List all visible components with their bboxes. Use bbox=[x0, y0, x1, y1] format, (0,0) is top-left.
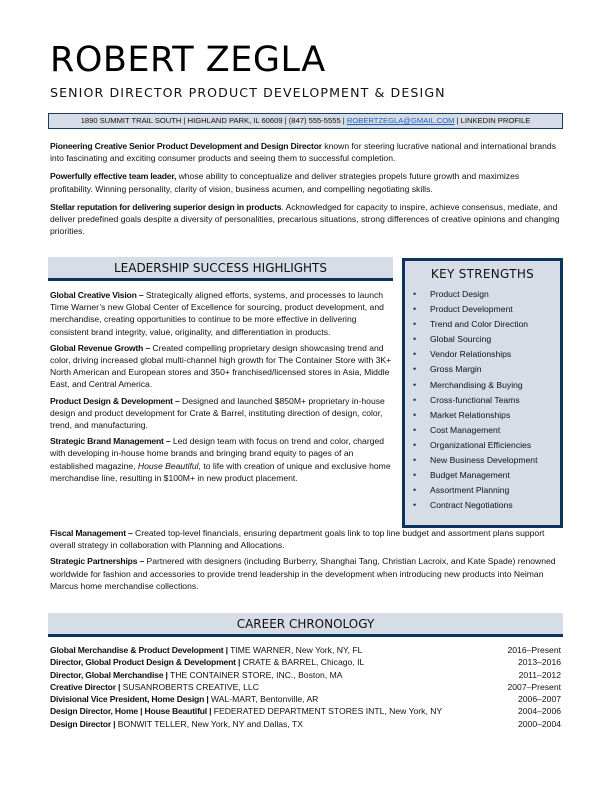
career-company: FEDERATED DEPARTMENT STORES INTL, New York, NY bbox=[211, 706, 443, 717]
career-dates: 2011–2012 bbox=[518, 669, 561, 680]
highlight-title: Global Revenue Growth – bbox=[50, 342, 150, 353]
key-strengths-list bbox=[405, 287, 560, 513]
strength-label: Product Design bbox=[430, 289, 489, 299]
bullet-icon: • bbox=[413, 485, 417, 496]
strength-label: Market Relationships bbox=[430, 409, 511, 420]
contact-address: 1890 SUMMIT TRAIL SOUTH | HIGHLAND PARK, IL 60609 | (847) 555-5555 | bbox=[80, 116, 347, 125]
summary-paragraph bbox=[50, 140, 562, 164]
career-row bbox=[50, 693, 561, 705]
highlight-item bbox=[50, 435, 395, 484]
bullet-icon: • bbox=[413, 319, 417, 330]
key-strengths-box bbox=[402, 258, 563, 528]
career-company: TIME WARNER, New York, NY, FL bbox=[227, 645, 363, 655]
strength-item bbox=[413, 483, 560, 498]
strength-item bbox=[413, 498, 560, 513]
career-role: Creative Director | bbox=[50, 681, 121, 692]
summary-lead: Stellar reputation for delivering superior design in products bbox=[50, 201, 282, 212]
summary-text: whose ability to conceptualize and deliver strategies propels future growth and maximizes profitability. Winning personality, clarity of vision, business acumen, and compelling negotiating skills. bbox=[50, 171, 520, 194]
career-company: BONWIT TELLER, New York, NY and Dallas, TX bbox=[115, 718, 303, 729]
bullet-icon: • bbox=[413, 470, 417, 481]
strength-item bbox=[413, 408, 560, 423]
strength-label: Product Development bbox=[430, 304, 513, 315]
career-company: THE CONTAINER STORE, INC., Boston, MA bbox=[167, 669, 343, 680]
strength-label: Cost Management bbox=[430, 424, 501, 435]
strength-item bbox=[413, 423, 560, 438]
strength-label: Trend and Color Direction bbox=[430, 319, 529, 330]
bullet-icon: • bbox=[413, 439, 417, 450]
career-company: SUSANROBERTS CREATIVE, LLC bbox=[120, 681, 259, 692]
highlight-item bbox=[50, 395, 395, 432]
candidate-name: ROBERT ZEGLA bbox=[50, 40, 326, 80]
highlight-item bbox=[50, 527, 570, 551]
career-chronology bbox=[50, 644, 561, 730]
career-role: Global Merchandise & Product Development | bbox=[50, 645, 228, 655]
bullet-icon: • bbox=[413, 304, 417, 315]
strength-item bbox=[413, 468, 560, 483]
candidate-title: SENIOR DIRECTOR PRODUCT DEVELOPMENT & DESIGN bbox=[50, 85, 446, 100]
highlight-item bbox=[50, 342, 395, 391]
career-role: Design Director, Home | House Beautiful | bbox=[50, 706, 212, 717]
strength-label: Gross Margin bbox=[430, 364, 482, 375]
career-dates: 2013–2016 bbox=[517, 657, 561, 668]
strength-item bbox=[413, 302, 560, 317]
highlight-text: Created top-level financials, ensuring department goals link to top line budget and assortment plans support overall strategy in collaboration with Planning and Allocations. bbox=[50, 528, 545, 551]
strength-item bbox=[413, 287, 560, 302]
career-role: Design Director | bbox=[50, 718, 116, 729]
highlight-text: Partnered with designers (including Burberry, Shanghai Tang, Christian Lacroix, and Kate Spade) renowned worldwide for fashion and accessories to provide trend leadership in the development when introducing new products into Neiman Marcus home merchandise collections. bbox=[50, 556, 556, 591]
highlight-item bbox=[50, 555, 570, 592]
email-link[interactable]: ROBERTZEGLA@GMAIL.COM bbox=[346, 116, 455, 125]
career-row bbox=[50, 644, 561, 656]
highlight-title: Fiscal Management – bbox=[50, 528, 133, 538]
highlight-text: Led design team with focus on trend and color, charged with developing in-house home brands and bringing brand equity to pages of an established magazine, bbox=[50, 436, 385, 471]
strength-item bbox=[413, 317, 560, 332]
career-heading: CAREER CHRONOLOGY bbox=[48, 613, 563, 637]
leadership-heading: LEADERSHIP SUCCESS HIGHLIGHTS bbox=[48, 257, 393, 281]
highlight-text: Designed and launched $850M+ proprietary in-house design and product development for Crate & Barrel, instituting direction of design, color, trend, and manufacturing. bbox=[50, 395, 385, 431]
strength-label: Organizational Efficiencies bbox=[430, 439, 532, 450]
highlight-title: Strategic Partnerships – bbox=[50, 556, 145, 567]
bullet-icon: • bbox=[413, 379, 417, 390]
highlight-title: Product Design & Development – bbox=[50, 395, 180, 406]
strength-item bbox=[413, 362, 560, 377]
bullet-icon: • bbox=[413, 500, 417, 511]
summary-lead: Pioneering Creative Senior Product Development and Design Director bbox=[50, 141, 322, 151]
summary-lead: Powerfully effective team leader, bbox=[50, 171, 177, 182]
bullet-icon: • bbox=[413, 349, 417, 360]
career-role: Divisional Vice President, Home Design | bbox=[50, 694, 209, 705]
strength-label: Contract Negotiations bbox=[430, 500, 513, 511]
magazine-title: House Beautiful, bbox=[137, 460, 201, 471]
highlight-item bbox=[50, 289, 395, 338]
summary-paragraph bbox=[50, 170, 562, 194]
strength-label: Global Sourcing bbox=[430, 334, 492, 345]
bullet-icon: • bbox=[413, 364, 417, 375]
career-row bbox=[50, 718, 561, 730]
linkedin-profile[interactable]: | LINKEDIN PROFILE bbox=[454, 116, 531, 125]
strength-item bbox=[413, 347, 560, 362]
highlight-text: Created compelling proprietary design showcasing trend and color, driving increased global multi-channel high growth for The Container Store with 3K+ North American and European stores and 350+ franchised/licensed stores in Asia, Middle East, and Central America. bbox=[50, 342, 392, 390]
bullet-icon: • bbox=[413, 334, 417, 345]
highlight-title: Strategic Brand Management – bbox=[50, 436, 171, 447]
career-dates: 2006–2007 bbox=[517, 694, 561, 705]
strength-label: Vendor Relationships bbox=[430, 349, 512, 360]
career-row bbox=[50, 705, 561, 717]
highlight-text: Strategically aligned efforts, systems, and processes to launch Time Warner’s new Global Center of Excellence for sourcing, product development, and merchandise, creating opportunities to continue to be more effective in delivering consistent brand integrity, value, originality, and differentiation in products. bbox=[50, 290, 384, 337]
summary-paragraph bbox=[50, 201, 562, 238]
strength-item bbox=[413, 453, 560, 468]
bullet-icon: • bbox=[413, 409, 417, 420]
strength-label: Budget Management bbox=[430, 470, 510, 481]
bullet-icon: • bbox=[413, 455, 417, 466]
strength-item bbox=[413, 378, 560, 393]
career-row bbox=[50, 669, 561, 681]
leadership-highlights-wide bbox=[50, 527, 570, 596]
bullet-icon: • bbox=[413, 289, 417, 299]
strength-label: Merchandising & Buying bbox=[430, 379, 523, 390]
career-dates: 2007–Present bbox=[507, 681, 561, 692]
summary-section bbox=[50, 140, 562, 243]
career-row bbox=[50, 681, 561, 693]
highlight-title: Global Creative Vision – bbox=[50, 290, 144, 300]
highlight-text: to life with creation of unique and exclusive home merchandise line, resulting in $100M+ in new product placement. bbox=[50, 460, 391, 483]
career-dates: 2016–Present bbox=[507, 645, 561, 655]
summary-text: known for steering lucrative national and international brands into fascinating and exciting consumer products and seeing them to successful completion. bbox=[50, 141, 556, 164]
summary-text: . Acknowledged for capacity to inspire, achieve consensus, mediate, and deliver predefined goals despite a diversity of personalities, precarious situations, strong differences of creative opinions and changing priorities. bbox=[50, 201, 560, 237]
career-role: Director, Global Product Design & Development | bbox=[50, 657, 241, 668]
career-dates: 2004–2006 bbox=[517, 706, 561, 717]
strength-item bbox=[413, 393, 560, 408]
strength-item bbox=[413, 438, 560, 453]
strength-label: Assortment Planning bbox=[430, 485, 510, 496]
career-company: CRATE & BARREL, Chicago, IL bbox=[240, 657, 365, 668]
career-row bbox=[50, 656, 561, 668]
strength-label: New Business Development bbox=[430, 455, 538, 466]
bullet-icon: • bbox=[413, 424, 417, 435]
key-strengths-heading: KEY STRENGTHS bbox=[430, 267, 535, 281]
career-company: WAL-MART, Bentonville, AR bbox=[208, 694, 319, 705]
contact-bar bbox=[48, 113, 563, 129]
leadership-highlights bbox=[50, 289, 395, 488]
strength-item bbox=[413, 332, 560, 347]
career-dates: 2000–2004 bbox=[517, 718, 561, 729]
career-role: Director, Global Merchandise | bbox=[50, 669, 168, 680]
bullet-icon: • bbox=[413, 394, 417, 405]
strength-label: Cross-functional Teams bbox=[430, 394, 520, 405]
